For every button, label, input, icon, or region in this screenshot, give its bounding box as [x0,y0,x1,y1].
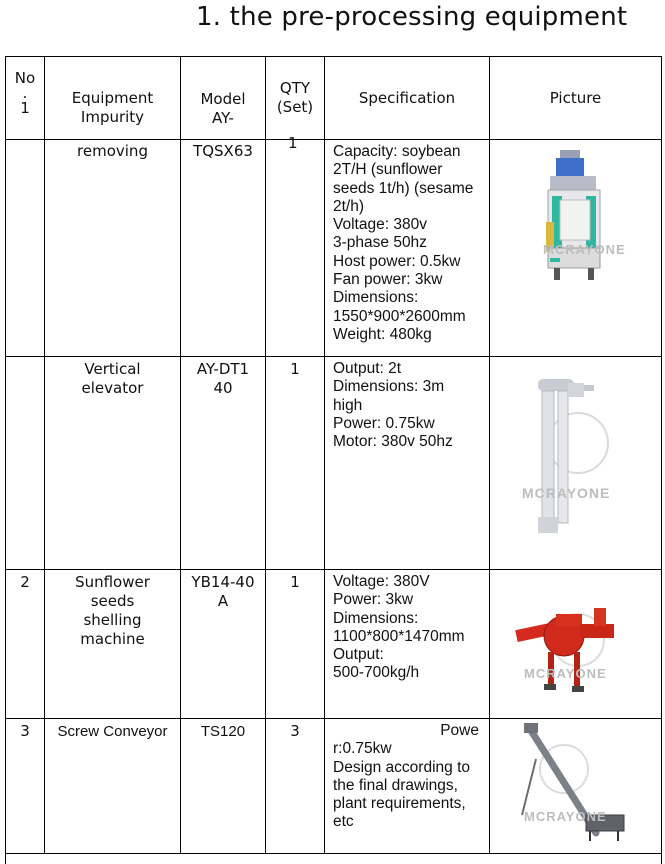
spec-line: Dimensions: [333,289,419,307]
spec-line: 2T/H (sunflower [333,161,443,179]
spec-line: seeds 1t/h) (sesame [333,179,474,197]
row-specification [325,719,490,854]
spec-line: high [333,396,363,414]
spec-line: Power: 0.75kw [333,414,435,432]
table-row [6,570,662,719]
equipment-table [5,56,662,864]
spec-line: r:0.75kw [333,740,392,758]
spec-line: Motor: 380v 50hz [333,433,453,451]
table-continuation [6,854,662,864]
row-specification [325,357,490,570]
spec-line: plant requirements, [333,795,466,813]
row-no [6,140,45,357]
row-qty [266,134,325,357]
table-row [6,719,662,854]
row-model [181,140,266,357]
shelling-machine-photo [490,570,662,718]
screw-conveyor-photo [490,719,662,853]
table-header-row [6,57,662,140]
spec-line: Dimensions: [333,609,419,627]
spec-line: Design according to [333,758,470,776]
row-model [181,357,266,570]
equipment-label: Vertical elevator [81,360,144,397]
spec-line: Capacity: soybean [333,143,461,160]
row-equipment [45,140,181,357]
row-no: 2 [6,570,45,719]
table-row [6,140,662,357]
row-picture [490,570,662,719]
model-label: AY-DT1 40 [196,360,250,397]
spec-line: Power: 3kw [333,591,414,609]
table-row [6,854,662,864]
equipment-label: Screw Conveyor [57,723,168,740]
spec-line: Voltage: 380v [333,216,427,234]
spec-line: Output: [333,646,384,664]
row-picture [490,357,662,570]
spec-line: Powe [440,722,479,739]
equipment-label: Sunflower seeds shelling machine [75,573,150,648]
spec-line: 3-phase 50hz [333,234,427,252]
spec-line: Weight: 480kg [333,325,432,343]
row-equipment [45,357,181,570]
spec-line: 1550*900*2600mm [333,307,466,325]
model-label: TS120 [200,723,246,740]
row-picture [490,140,662,357]
qty-label: 1 [288,134,298,152]
spec-line: Output: 2t [333,360,402,377]
row-qty: 1 [266,570,325,719]
watermark: MCRAYONE [543,242,626,257]
col-header-equipment: Equipment Impurity [45,57,181,140]
spec-line: Fan power: 3kw [333,271,443,289]
watermark: MCRAYONE [524,809,607,824]
row-equipment [45,570,181,719]
equipment-label: removing [77,142,148,160]
spec-line: Dimensions: 3m [333,378,445,396]
row-qty: 3 [266,719,325,854]
vertical-elevator-photo [490,357,662,569]
spec-line: 500-700kg/h [333,664,420,682]
model-label: YB14-40 A [191,573,255,610]
spec-line: Host power: 0.5kw [333,252,461,270]
row-specification [325,140,490,357]
col-header-no: No . 1 [6,57,45,140]
row-qty: 1 [266,357,325,570]
row-model [181,719,266,854]
row-specification [325,570,490,719]
col-header-qty: QTY (Set) [266,57,325,140]
model-label: TQSX63 [193,142,253,160]
spec-line: the final drawings, [333,776,458,794]
watermark: MCRAYONE [522,485,611,501]
row-model [181,570,266,719]
table-row [6,357,662,570]
col-header-picture: Picture [490,57,662,140]
row-no: 3 [6,719,45,854]
watermark: MCRAYONE [524,666,607,681]
spec-line: 1100*800*1470mm [333,627,465,645]
page-heading: 1. the pre-processing equipment [196,2,628,32]
col-header-model: Model AY- [181,57,266,140]
col-header-specification: Specification [325,57,490,140]
row-picture [490,719,662,854]
row-equipment [45,719,181,854]
spec-line: 2t/h) [333,197,365,215]
row-no [6,357,45,570]
spec-line: Voltage: 380V [333,573,430,590]
spec-line: etc [333,813,354,831]
